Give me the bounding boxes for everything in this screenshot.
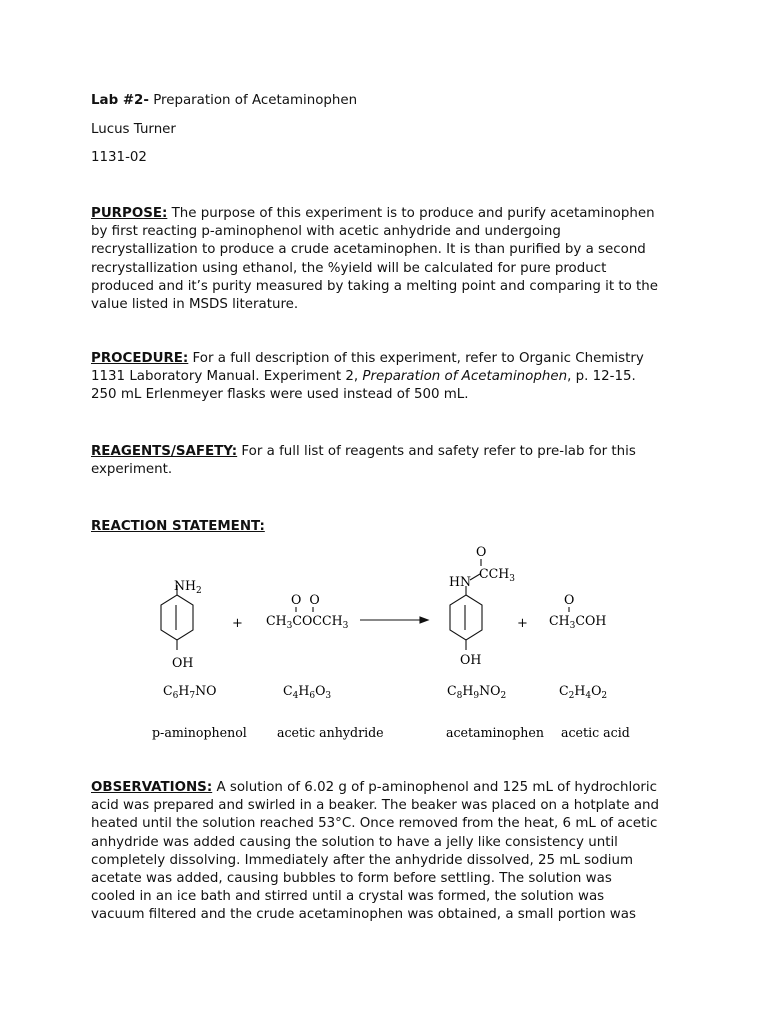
observations-section bbox=[91, 779, 691, 925]
reaction-heading: REACTION STATEMENT: bbox=[91, 519, 265, 534]
author-name: Lucus Turner bbox=[91, 122, 176, 137]
procedure-line: 1131 Laboratory Manual. Experiment 2, Preparation of Acetaminophen, p. 12-15. bbox=[91, 369, 636, 385]
reaction-scheme bbox=[0, 540, 768, 750]
phenol-oh-label: OH bbox=[460, 652, 482, 667]
name-acetic-acid: acetic acid bbox=[561, 725, 630, 740]
hydroxyl-group-label: OH bbox=[172, 655, 194, 670]
reagents-line: REAGENTS/SAFETY: For a full list of reagents and safety refer to pre-lab for this bbox=[91, 444, 636, 459]
name-p-aminophenol: p-aminophenol bbox=[152, 725, 247, 740]
procedure-section bbox=[91, 350, 691, 405]
anhydride-structure: $CH_3COCCH_3$ bbox=[266, 613, 349, 631]
reagents-line: experiment. bbox=[91, 462, 173, 478]
benzene-ring bbox=[450, 595, 482, 640]
purpose-line: PURPOSE: The purpose of this experiment is to produce and purify acetaminophen bbox=[91, 206, 655, 221]
benzene-ring bbox=[161, 595, 193, 640]
formula-p-aminophenol: $C_6H_7NO$ bbox=[163, 683, 217, 701]
formula-acetaminophen: $C_8H_9NO_2$ bbox=[447, 683, 507, 701]
observations-heading: OBSERVATIONS: bbox=[91, 780, 213, 795]
section-number: 1131-02 bbox=[91, 150, 147, 165]
purpose-heading: PURPOSE: bbox=[91, 206, 168, 221]
purpose-line: by first reacting p-aminophenol with acetic anhydride and undergoing bbox=[91, 224, 561, 240]
anhydride-carbonyls: O O bbox=[291, 592, 320, 607]
amine-group-label: $NH_2$ bbox=[174, 578, 202, 596]
observations-line: vacuum filtered and the crude acetaminophen was obtained, a small portion was bbox=[91, 907, 636, 923]
observations-line: completely dissolving. Immediately after the anhydride dissolved, 25 mL sodium bbox=[91, 852, 634, 868]
acid-carbonyl-oxygen: O bbox=[564, 592, 575, 607]
purpose-section bbox=[91, 205, 691, 314]
plus-sign: + bbox=[232, 616, 243, 631]
plus-sign: + bbox=[517, 616, 528, 631]
reagents-section bbox=[91, 443, 691, 479]
procedure-line: PROCEDURE: For a full description of this experiment, refer to Organic Chemistry bbox=[91, 351, 644, 366]
formula-acetic-acid: $C_2H_4O_2$ bbox=[559, 683, 608, 701]
acetic-acid-structure: $CH_3COH$ bbox=[549, 613, 607, 631]
reagents-heading: REAGENTS/SAFETY: bbox=[91, 444, 238, 459]
observations-line: heated until the solution reached 53°C. Once removed from the heat, 6 mL of acetic bbox=[91, 816, 658, 832]
purpose-line: recrystallization using ethanol, the %yield will be calculated for pure product bbox=[91, 260, 607, 276]
procedure-line: 250 mL Erlenmeyer flasks were used instead of 500 mL. bbox=[91, 387, 469, 403]
name-acetic-anhydride: acetic anhydride bbox=[277, 725, 384, 740]
observations-line: OBSERVATIONS: A solution of 6.02 g of p-aminophenol and 125 mL of hydrochloric bbox=[91, 780, 658, 795]
observations-line: anhydride was added causing the solution to have a jelly like consistency until bbox=[91, 834, 618, 850]
manual-title: Preparation of Acetaminophen bbox=[362, 369, 568, 385]
lab-title: Preparation of Acetaminophen bbox=[153, 93, 358, 108]
amide-acetyl-label: $CCH_3$ bbox=[479, 566, 515, 584]
formula-acetic-anhydride: $C_4H_6O_3$ bbox=[283, 683, 332, 701]
observations-line: cooled in an ice bath and stirred until a crystal was formed, the solution was bbox=[91, 889, 605, 905]
lab-title-line bbox=[91, 92, 357, 110]
purpose-line: value listed in MSDS literature. bbox=[91, 297, 299, 313]
procedure-heading: PROCEDURE: bbox=[91, 351, 189, 366]
observations-line: acetate was added, causing bubbles to form before settling. The solution was bbox=[91, 871, 612, 887]
purpose-line: produced and it’s purity measured by taking a melting point and comparing it to the bbox=[91, 278, 659, 294]
amide-nh-label: HN bbox=[449, 574, 472, 589]
lab-number: Lab #2- bbox=[91, 93, 149, 108]
purpose-line: recrystallization to produce a crude acetaminophen. It is than purified by a second bbox=[91, 242, 646, 258]
amide-carbonyl-oxygen: O bbox=[476, 544, 487, 559]
observations-line: acid was prepared and swirled in a beaker. The beaker was placed on a hotplate and bbox=[91, 798, 660, 814]
name-acetaminophen: acetaminophen bbox=[446, 725, 544, 740]
